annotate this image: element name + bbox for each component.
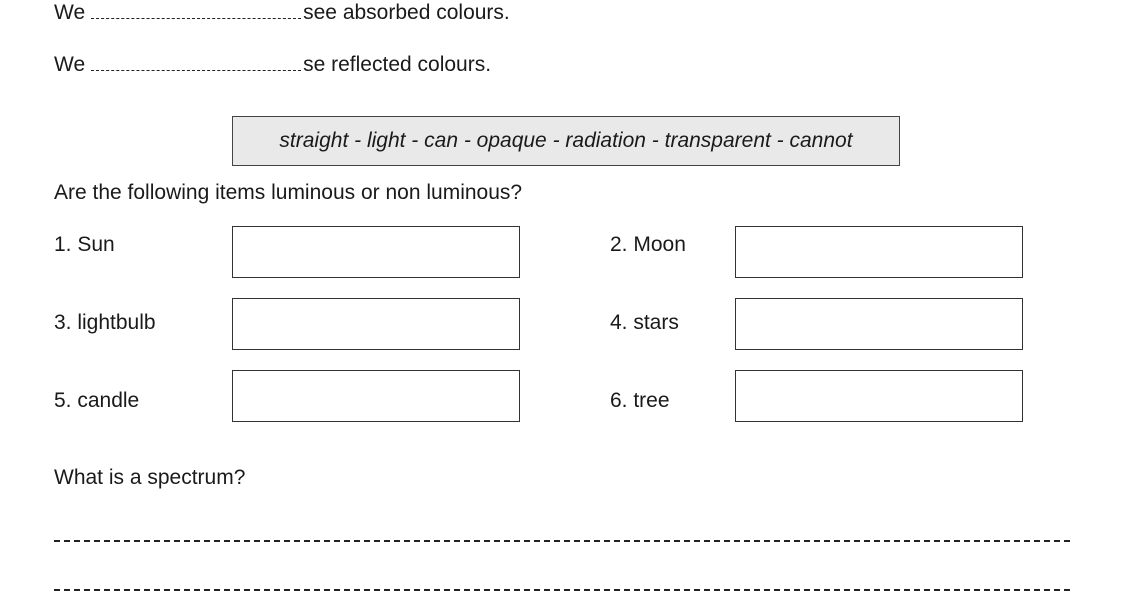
item-label-candle: 5. candle [54, 389, 140, 412]
answer-box-lightbulb[interactable] [232, 298, 520, 350]
sentence-1-start: We [54, 1, 86, 24]
answer-box-tree[interactable] [735, 370, 1023, 422]
answer-writing-line-1[interactable] [54, 540, 1070, 542]
blank-1[interactable] [91, 0, 301, 19]
answer-box-candle[interactable] [232, 370, 520, 422]
luminous-question: Are the following items luminous or non luminous? [54, 181, 523, 204]
word-bank-text: straight - light - can - opaque - radiation - transparent - cannot [279, 129, 853, 152]
spectrum-question: What is a spectrum? [54, 466, 246, 489]
item-label-tree: 6. tree [610, 389, 670, 412]
item-label-stars: 4. stars [610, 311, 679, 334]
blank-2[interactable] [91, 52, 301, 71]
sentence-2-end: se reflected colours. [303, 53, 492, 76]
item-label-lightbulb: 3. lightbulb [54, 311, 156, 334]
fill-in-sentence-2 [54, 52, 491, 78]
word-bank [232, 116, 900, 166]
answer-box-moon[interactable] [735, 226, 1023, 278]
item-label-sun: 1. Sun [54, 233, 115, 256]
answer-writing-line-2[interactable] [54, 589, 1070, 591]
fill-in-sentence-1 [54, 0, 510, 26]
sentence-2-start: We [54, 53, 86, 76]
item-label-moon: 2. Moon [610, 233, 686, 256]
sentence-1-end: see absorbed colours. [303, 1, 510, 24]
answer-box-sun[interactable] [232, 226, 520, 278]
answer-box-stars[interactable] [735, 298, 1023, 350]
